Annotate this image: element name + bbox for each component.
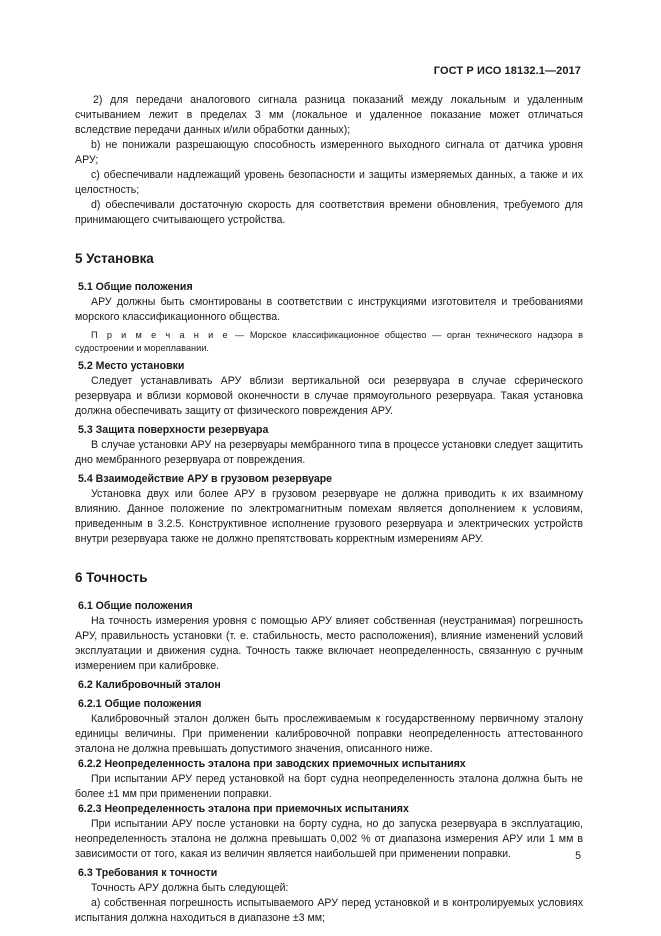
page-number: 5: [575, 850, 581, 862]
section-6-3-item-a: a) собственная погрешность испытываемого АРУ перед установкой и в контролируемых условиях испытания должна находиться в диапазоне ±3 мм;: [75, 897, 583, 924]
section-6-2-3-text: При испытании АРУ после установки на борту судна, но до запуска резервуара в эксплуатацию, неопределенность эталона не должна превышать 0,002 % от диапазона измерения АРУ или 1 мм в зависимости от того, какая из величин является наибольшей при применении поправки.: [75, 818, 583, 860]
section-5-3-text: В случае установки АРУ на резервуары мембранного типа в процессе установки следует защитить дно мембранного резервуара от повреждения.: [75, 439, 583, 466]
section-6-2-1-text: Калибровочный эталон должен быть прослеживаемым к государственному первичному эталону единицы величины. При применении калибровочной поправки неопределенность аттестованного эталона не должна превышать допустимого значения, описанного ниже.: [75, 713, 583, 755]
section-5-heading: 5 Установка: [75, 251, 154, 266]
note: [75, 329, 583, 355]
section-6-2-1-heading: 6.2.1 Общие положения: [78, 698, 202, 710]
list-item-d: d) обеспечивали достаточную скорость для соответствия времени обновления, требуемого для принимающего считывающего устройства.: [75, 199, 583, 226]
document-header: ГОСТ Р ИСО 18132.1—2017: [433, 65, 581, 77]
section-6-2-3-heading: 6.2.3 Неопределенность эталона при приемочных испытаниях: [78, 803, 409, 815]
section-6-heading: 6 Точность: [75, 570, 148, 585]
section-5-2-heading: 5.2 Место установки: [78, 360, 185, 372]
note-text: — Морское классификационное общество — орган технического надзора в судостроении и мореплавании.: [75, 330, 583, 353]
section-5-3-heading: 5.3 Защита поверхности резервуара: [78, 424, 269, 436]
section-6-2-2-text: При испытании АРУ перед установкой на борт судна неопределенность эталона должна быть не более ±1 мм при применении поправки.: [75, 773, 583, 800]
note-label: П р и м е ч а н и е: [91, 330, 230, 340]
section-5-4-heading: 5.4 Взаимодействие АРУ в грузовом резервуаре: [78, 473, 333, 485]
section-5-2-text: Следует устанавливать АРУ вблизи вертикальной оси резервуара в случае сферического резервуара и вблизи кормовой оконечности в случае прямоугольного резервуара. Такая установка должна обеспечивать защиту от физического повреждения АРУ.: [75, 375, 583, 417]
list-item-b: b) не понижали разрешающую способность измеренного выходного сигнала от датчика уровня АРУ;: [75, 139, 583, 166]
section-6-3-intro: Точность АРУ должна быть следующей:: [91, 882, 289, 894]
list-item-2: 2) для передачи аналогового сигнала разница показаний между локальным и удаленным считыванием лежит в пределах 3 мм (локальное и удаленное показание может отличаться вследствие передачи данных и/или обработки данных);: [75, 94, 583, 136]
list-item-c: c) обеспечивали надлежащий уровень безопасности и защиты измеряемых данных, а также и их целостность;: [75, 169, 583, 196]
page-content: [75, 93, 583, 926]
section-5-1-heading: 5.1 Общие положения: [78, 281, 193, 293]
section-5-4-text: Установка двух или более АРУ в грузовом резервуаре не должна приводить к их взаимному влиянию. Данное положение по электромагнитным помехам является дополнением к условиям, приведенным в 3.2.5. Конструктивное исполнение грузового резервуара и электрических устройств внутри резервуара также не должно препятствовать корректным измерениям АРУ.: [75, 488, 583, 545]
section-6-2-heading: 6.2 Калибровочный эталон: [78, 679, 221, 691]
section-6-1-heading: 6.1 Общие положения: [78, 600, 193, 612]
section-5-1-text: АРУ должны быть смонтированы в соответствии с инструкциями изготовителя и требованиями морского классификационного общества.: [75, 296, 583, 323]
section-6-2-2-heading: 6.2.2 Неопределенность эталона при заводских приемочных испытаниях: [78, 758, 466, 770]
section-6-1-text: На точность измерения уровня с помощью АРУ влияет собственная (неустранимая) погрешность АРУ, правильность установки (т. е. стабильность, место расположения), влияние изменений условий эксплуатации и движения судна. Точность также включает неопределенность, связанную с ручным измерением при калибровке.: [75, 615, 583, 672]
section-6-3-heading: 6.3 Требования к точности: [78, 867, 218, 879]
